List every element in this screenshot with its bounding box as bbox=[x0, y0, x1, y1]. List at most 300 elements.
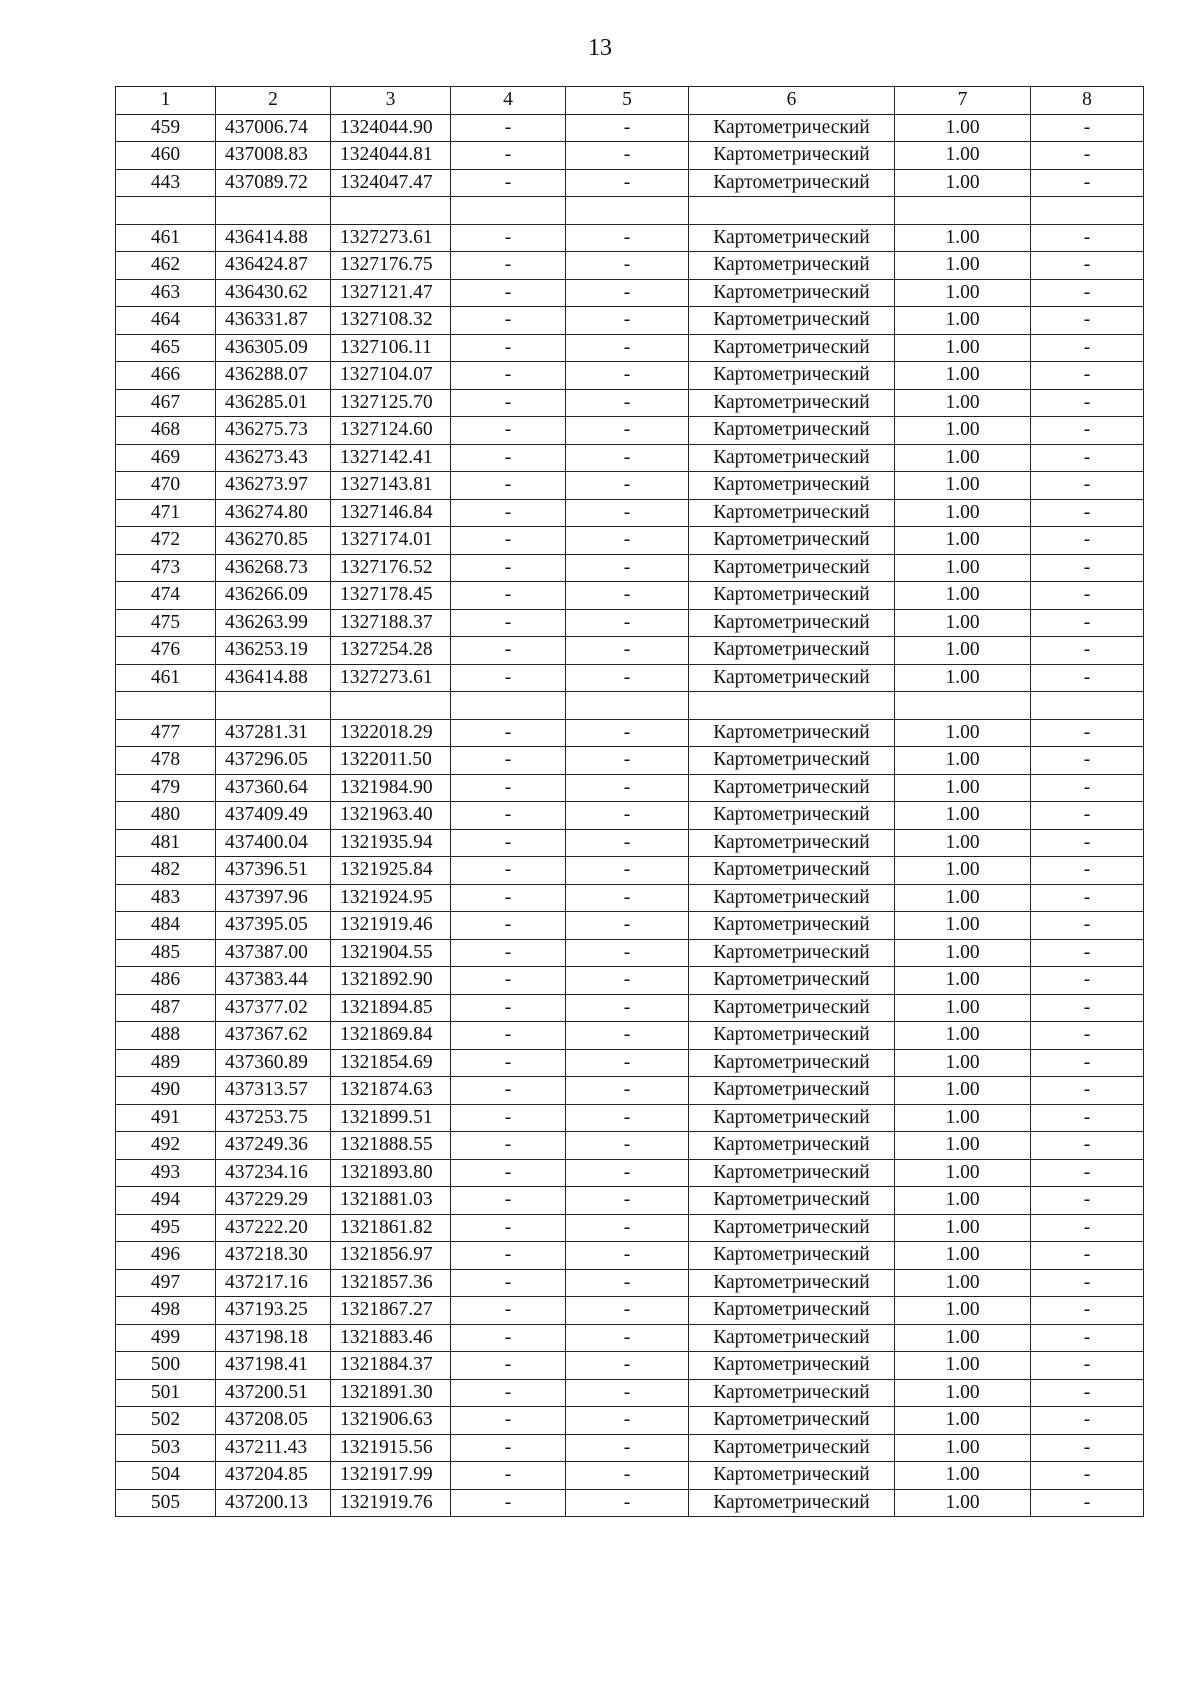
method-cell: Картометрический bbox=[689, 1049, 895, 1077]
column-5-cell: - bbox=[566, 252, 689, 280]
accuracy-cell: 1.00 bbox=[895, 499, 1031, 527]
x-coordinate-cell: 437253.75 bbox=[216, 1104, 331, 1132]
point-number-cell: 479 bbox=[116, 774, 216, 802]
column-8-cell: - bbox=[1031, 774, 1144, 802]
column-5-cell: - bbox=[566, 857, 689, 885]
x-coordinate-cell: 436424.87 bbox=[216, 252, 331, 280]
column-8-cell: - bbox=[1031, 1049, 1144, 1077]
accuracy-cell: 1.00 bbox=[895, 1407, 1031, 1435]
method-cell: Картометрический bbox=[689, 334, 895, 362]
column-4-cell: - bbox=[451, 1159, 566, 1187]
column-8-cell: - bbox=[1031, 1297, 1144, 1325]
column-5-cell: - bbox=[566, 1269, 689, 1297]
method-cell: Картометрический bbox=[689, 252, 895, 280]
accuracy-cell: 1.00 bbox=[895, 1132, 1031, 1160]
accuracy-cell: 1.00 bbox=[895, 857, 1031, 885]
method-cell: Картометрический bbox=[689, 1352, 895, 1380]
accuracy-cell: 1.00 bbox=[895, 637, 1031, 665]
y-coordinate-cell: 1321919.76 bbox=[331, 1489, 451, 1517]
table-row bbox=[116, 252, 1144, 280]
column-4-cell: - bbox=[451, 719, 566, 747]
method-cell bbox=[689, 197, 895, 225]
column-4-cell: - bbox=[451, 1434, 566, 1462]
y-coordinate-cell: 1322011.50 bbox=[331, 747, 451, 775]
y-coordinate-cell: 1327146.84 bbox=[331, 499, 451, 527]
y-coordinate-cell: 1322018.29 bbox=[331, 719, 451, 747]
column-header: 1 bbox=[116, 87, 216, 115]
column-8-cell: - bbox=[1031, 1022, 1144, 1050]
method-cell: Картометрический bbox=[689, 719, 895, 747]
column-5-cell: - bbox=[566, 1104, 689, 1132]
x-coordinate-cell: 436288.07 bbox=[216, 362, 331, 390]
column-4-cell: - bbox=[451, 1462, 566, 1490]
x-coordinate-cell: 437396.51 bbox=[216, 857, 331, 885]
x-coordinate-cell: 437387.00 bbox=[216, 939, 331, 967]
method-cell: Картометрический bbox=[689, 1379, 895, 1407]
column-8-cell: - bbox=[1031, 1159, 1144, 1187]
x-coordinate-cell: 436275.73 bbox=[216, 417, 331, 445]
x-coordinate-cell: 436270.85 bbox=[216, 527, 331, 555]
point-number-cell: 470 bbox=[116, 472, 216, 500]
y-coordinate-cell: 1324044.90 bbox=[331, 114, 451, 142]
separator-row bbox=[116, 692, 1144, 720]
y-coordinate-cell: 1321915.56 bbox=[331, 1434, 451, 1462]
point-number-cell: 461 bbox=[116, 224, 216, 252]
method-cell: Картометрический bbox=[689, 912, 895, 940]
table-row bbox=[116, 1242, 1144, 1270]
point-number-cell: 471 bbox=[116, 499, 216, 527]
column-8-cell: - bbox=[1031, 307, 1144, 335]
method-cell: Картометрический bbox=[689, 444, 895, 472]
table-row bbox=[116, 1049, 1144, 1077]
method-cell: Картометрический bbox=[689, 1242, 895, 1270]
point-number-cell: 480 bbox=[116, 802, 216, 830]
point-number-cell: 460 bbox=[116, 142, 216, 170]
column-5-cell: - bbox=[566, 967, 689, 995]
x-coordinate-cell: 437222.20 bbox=[216, 1214, 331, 1242]
table-header-row bbox=[116, 87, 1144, 115]
column-4-cell: - bbox=[451, 857, 566, 885]
table-row bbox=[116, 747, 1144, 775]
y-coordinate-cell: 1321861.82 bbox=[331, 1214, 451, 1242]
column-5-cell: - bbox=[566, 1352, 689, 1380]
point-number-cell: 459 bbox=[116, 114, 216, 142]
column-header: 3 bbox=[331, 87, 451, 115]
accuracy-cell: 1.00 bbox=[895, 362, 1031, 390]
accuracy-cell: 1.00 bbox=[895, 609, 1031, 637]
column-5-cell: - bbox=[566, 774, 689, 802]
y-coordinate-cell: 1327188.37 bbox=[331, 609, 451, 637]
column-8-cell: - bbox=[1031, 114, 1144, 142]
x-coordinate-cell: 437193.25 bbox=[216, 1297, 331, 1325]
accuracy-cell: 1.00 bbox=[895, 1077, 1031, 1105]
point-number-cell bbox=[116, 692, 216, 720]
method-cell: Картометрический bbox=[689, 362, 895, 390]
point-number-cell: 491 bbox=[116, 1104, 216, 1132]
x-coordinate-cell: 437296.05 bbox=[216, 747, 331, 775]
column-8-cell: - bbox=[1031, 1379, 1144, 1407]
method-cell: Картометрический bbox=[689, 829, 895, 857]
column-8-cell: - bbox=[1031, 554, 1144, 582]
column-8-cell: - bbox=[1031, 664, 1144, 692]
table-row bbox=[116, 1379, 1144, 1407]
column-8-cell: - bbox=[1031, 1269, 1144, 1297]
column-8-cell: - bbox=[1031, 1104, 1144, 1132]
table-row bbox=[116, 527, 1144, 555]
point-number-cell: 469 bbox=[116, 444, 216, 472]
table-row bbox=[116, 1434, 1144, 1462]
point-number-cell: 489 bbox=[116, 1049, 216, 1077]
column-5-cell: - bbox=[566, 1187, 689, 1215]
table-row bbox=[116, 1462, 1144, 1490]
y-coordinate-cell: 1321869.84 bbox=[331, 1022, 451, 1050]
column-8-cell: - bbox=[1031, 994, 1144, 1022]
column-8-cell: - bbox=[1031, 444, 1144, 472]
method-cell: Картометрический bbox=[689, 417, 895, 445]
table-row bbox=[116, 967, 1144, 995]
point-number-cell: 482 bbox=[116, 857, 216, 885]
method-cell: Картометрический bbox=[689, 747, 895, 775]
y-coordinate-cell: 1327108.32 bbox=[331, 307, 451, 335]
column-4-cell: - bbox=[451, 252, 566, 280]
column-4-cell: - bbox=[451, 1077, 566, 1105]
column-4-cell: - bbox=[451, 1324, 566, 1352]
table-row bbox=[116, 114, 1144, 142]
method-cell: Картометрический bbox=[689, 1269, 895, 1297]
column-4-cell: - bbox=[451, 802, 566, 830]
column-8-cell: - bbox=[1031, 142, 1144, 170]
x-coordinate-cell: 437198.41 bbox=[216, 1352, 331, 1380]
point-number-cell: 468 bbox=[116, 417, 216, 445]
table-row bbox=[116, 939, 1144, 967]
point-number-cell: 500 bbox=[116, 1352, 216, 1380]
column-4-cell: - bbox=[451, 1379, 566, 1407]
column-8-cell: - bbox=[1031, 417, 1144, 445]
table-row bbox=[116, 279, 1144, 307]
column-8-cell: - bbox=[1031, 829, 1144, 857]
table-row bbox=[116, 994, 1144, 1022]
method-cell: Картометрический bbox=[689, 169, 895, 197]
x-coordinate-cell: 437217.16 bbox=[216, 1269, 331, 1297]
point-number-cell: 475 bbox=[116, 609, 216, 637]
accuracy-cell: 1.00 bbox=[895, 774, 1031, 802]
point-number-cell: 488 bbox=[116, 1022, 216, 1050]
column-5-cell: - bbox=[566, 802, 689, 830]
point-number-cell: 464 bbox=[116, 307, 216, 335]
method-cell: Картометрический bbox=[689, 664, 895, 692]
column-5-cell: - bbox=[566, 829, 689, 857]
y-coordinate-cell bbox=[331, 197, 451, 225]
point-number-cell: 496 bbox=[116, 1242, 216, 1270]
column-4-cell: - bbox=[451, 1297, 566, 1325]
column-8-cell: - bbox=[1031, 389, 1144, 417]
point-number-cell: 487 bbox=[116, 994, 216, 1022]
method-cell: Картометрический bbox=[689, 472, 895, 500]
column-5-cell: - bbox=[566, 169, 689, 197]
column-5-cell: - bbox=[566, 582, 689, 610]
x-coordinate-cell: 437211.43 bbox=[216, 1434, 331, 1462]
column-5-cell: - bbox=[566, 664, 689, 692]
y-coordinate-cell: 1327142.41 bbox=[331, 444, 451, 472]
point-number-cell: 473 bbox=[116, 554, 216, 582]
y-coordinate-cell: 1327273.61 bbox=[331, 664, 451, 692]
point-number-cell: 474 bbox=[116, 582, 216, 610]
column-5-cell: - bbox=[566, 747, 689, 775]
column-4-cell: - bbox=[451, 967, 566, 995]
accuracy-cell: 1.00 bbox=[895, 417, 1031, 445]
column-4-cell: - bbox=[451, 1214, 566, 1242]
column-8-cell: - bbox=[1031, 1434, 1144, 1462]
table-row bbox=[116, 802, 1144, 830]
column-4-cell: - bbox=[451, 1489, 566, 1517]
column-8-cell: - bbox=[1031, 224, 1144, 252]
column-4-cell: - bbox=[451, 224, 566, 252]
point-number-cell: 494 bbox=[116, 1187, 216, 1215]
x-coordinate-cell: 436414.88 bbox=[216, 224, 331, 252]
column-8-cell: - bbox=[1031, 169, 1144, 197]
y-coordinate-cell: 1327106.11 bbox=[331, 334, 451, 362]
x-coordinate-cell: 436273.97 bbox=[216, 472, 331, 500]
table-row bbox=[116, 472, 1144, 500]
method-cell: Картометрический bbox=[689, 857, 895, 885]
y-coordinate-cell: 1321919.46 bbox=[331, 912, 451, 940]
x-coordinate-cell: 437400.04 bbox=[216, 829, 331, 857]
coordinates-table bbox=[115, 86, 1144, 1517]
table-row bbox=[116, 142, 1144, 170]
column-4-cell: - bbox=[451, 1049, 566, 1077]
column-4-cell: - bbox=[451, 912, 566, 940]
x-coordinate-cell: 436331.87 bbox=[216, 307, 331, 335]
column-4-cell: - bbox=[451, 142, 566, 170]
accuracy-cell bbox=[895, 197, 1031, 225]
column-5-cell: - bbox=[566, 334, 689, 362]
method-cell: Картометрический bbox=[689, 609, 895, 637]
x-coordinate-cell: 436253.19 bbox=[216, 637, 331, 665]
accuracy-cell: 1.00 bbox=[895, 279, 1031, 307]
accuracy-cell: 1.00 bbox=[895, 1187, 1031, 1215]
accuracy-cell: 1.00 bbox=[895, 1324, 1031, 1352]
column-4-cell: - bbox=[451, 444, 566, 472]
column-4-cell: - bbox=[451, 582, 566, 610]
y-coordinate-cell: 1327254.28 bbox=[331, 637, 451, 665]
y-coordinate-cell: 1321892.90 bbox=[331, 967, 451, 995]
column-5-cell: - bbox=[566, 142, 689, 170]
point-number-cell: 476 bbox=[116, 637, 216, 665]
x-coordinate-cell: 436285.01 bbox=[216, 389, 331, 417]
point-number-cell: 486 bbox=[116, 967, 216, 995]
x-coordinate-cell: 437208.05 bbox=[216, 1407, 331, 1435]
table-body bbox=[116, 87, 1144, 1517]
column-4-cell: - bbox=[451, 554, 566, 582]
column-4-cell: - bbox=[451, 169, 566, 197]
y-coordinate-cell: 1327121.47 bbox=[331, 279, 451, 307]
column-5-cell: - bbox=[566, 1049, 689, 1077]
method-cell: Картометрический bbox=[689, 1489, 895, 1517]
y-coordinate-cell: 1321854.69 bbox=[331, 1049, 451, 1077]
column-8-cell: - bbox=[1031, 527, 1144, 555]
method-cell: Картометрический bbox=[689, 1132, 895, 1160]
y-coordinate-cell: 1321963.40 bbox=[331, 802, 451, 830]
column-5-cell: - bbox=[566, 1379, 689, 1407]
column-4-cell: - bbox=[451, 417, 566, 445]
point-number-cell: 505 bbox=[116, 1489, 216, 1517]
column-5-cell: - bbox=[566, 389, 689, 417]
column-5-cell: - bbox=[566, 307, 689, 335]
y-coordinate-cell: 1321874.63 bbox=[331, 1077, 451, 1105]
table-row bbox=[116, 1352, 1144, 1380]
x-coordinate-cell: 436273.43 bbox=[216, 444, 331, 472]
x-coordinate-cell: 436266.09 bbox=[216, 582, 331, 610]
table-row bbox=[116, 1022, 1144, 1050]
y-coordinate-cell: 1327125.70 bbox=[331, 389, 451, 417]
y-coordinate-cell: 1321894.85 bbox=[331, 994, 451, 1022]
column-4-cell: - bbox=[451, 1187, 566, 1215]
column-4-cell: - bbox=[451, 1242, 566, 1270]
accuracy-cell: 1.00 bbox=[895, 1462, 1031, 1490]
y-coordinate-cell: 1324047.47 bbox=[331, 169, 451, 197]
column-8-cell: - bbox=[1031, 884, 1144, 912]
accuracy-cell: 1.00 bbox=[895, 444, 1031, 472]
point-number-cell: 501 bbox=[116, 1379, 216, 1407]
column-4-cell: - bbox=[451, 389, 566, 417]
y-coordinate-cell: 1327104.07 bbox=[331, 362, 451, 390]
y-coordinate-cell: 1321884.37 bbox=[331, 1352, 451, 1380]
y-coordinate-cell: 1321857.36 bbox=[331, 1269, 451, 1297]
point-number-cell: 484 bbox=[116, 912, 216, 940]
column-4-cell: - bbox=[451, 1022, 566, 1050]
column-5-cell: - bbox=[566, 224, 689, 252]
x-coordinate-cell: 437360.64 bbox=[216, 774, 331, 802]
column-5-cell: - bbox=[566, 1242, 689, 1270]
accuracy-cell: 1.00 bbox=[895, 994, 1031, 1022]
column-4-cell bbox=[451, 692, 566, 720]
x-coordinate-cell: 437249.36 bbox=[216, 1132, 331, 1160]
y-coordinate-cell: 1321904.55 bbox=[331, 939, 451, 967]
accuracy-cell: 1.00 bbox=[895, 527, 1031, 555]
table-row bbox=[116, 829, 1144, 857]
column-5-cell: - bbox=[566, 609, 689, 637]
accuracy-cell: 1.00 bbox=[895, 142, 1031, 170]
y-coordinate-cell: 1321856.97 bbox=[331, 1242, 451, 1270]
column-4-cell: - bbox=[451, 527, 566, 555]
table-row bbox=[116, 444, 1144, 472]
x-coordinate-cell: 437200.13 bbox=[216, 1489, 331, 1517]
column-5-cell: - bbox=[566, 637, 689, 665]
y-coordinate-cell: 1321888.55 bbox=[331, 1132, 451, 1160]
column-8-cell: - bbox=[1031, 719, 1144, 747]
table-row bbox=[116, 1214, 1144, 1242]
column-5-cell: - bbox=[566, 472, 689, 500]
accuracy-cell: 1.00 bbox=[895, 1049, 1031, 1077]
y-coordinate-cell: 1321925.84 bbox=[331, 857, 451, 885]
accuracy-cell: 1.00 bbox=[895, 802, 1031, 830]
column-4-cell: - bbox=[451, 1132, 566, 1160]
x-coordinate-cell: 437281.31 bbox=[216, 719, 331, 747]
point-number-cell: 477 bbox=[116, 719, 216, 747]
x-coordinate-cell bbox=[216, 692, 331, 720]
accuracy-cell: 1.00 bbox=[895, 912, 1031, 940]
column-8-cell bbox=[1031, 197, 1144, 225]
accuracy-cell: 1.00 bbox=[895, 1434, 1031, 1462]
table-row bbox=[116, 224, 1144, 252]
column-header: 2 bbox=[216, 87, 331, 115]
table-row bbox=[116, 1077, 1144, 1105]
column-5-cell: - bbox=[566, 1434, 689, 1462]
table-row bbox=[116, 1187, 1144, 1215]
column-header: 6 bbox=[689, 87, 895, 115]
method-cell: Картометрический bbox=[689, 582, 895, 610]
column-4-cell: - bbox=[451, 334, 566, 362]
column-4-cell: - bbox=[451, 1407, 566, 1435]
method-cell: Картометрический bbox=[689, 1434, 895, 1462]
method-cell: Картометрический bbox=[689, 1324, 895, 1352]
table-row bbox=[116, 362, 1144, 390]
accuracy-cell: 1.00 bbox=[895, 1489, 1031, 1517]
column-4-cell bbox=[451, 197, 566, 225]
column-8-cell: - bbox=[1031, 1187, 1144, 1215]
accuracy-cell: 1.00 bbox=[895, 939, 1031, 967]
y-coordinate-cell: 1321883.46 bbox=[331, 1324, 451, 1352]
method-cell: Картометрический bbox=[689, 142, 895, 170]
separator-row bbox=[116, 197, 1144, 225]
column-8-cell: - bbox=[1031, 939, 1144, 967]
table-row bbox=[116, 334, 1144, 362]
x-coordinate-cell: 437313.57 bbox=[216, 1077, 331, 1105]
method-cell: Картометрический bbox=[689, 499, 895, 527]
column-8-cell: - bbox=[1031, 472, 1144, 500]
method-cell: Картометрический bbox=[689, 774, 895, 802]
table-row bbox=[116, 637, 1144, 665]
method-cell: Картометрический bbox=[689, 1462, 895, 1490]
accuracy-cell: 1.00 bbox=[895, 582, 1031, 610]
column-8-cell: - bbox=[1031, 802, 1144, 830]
accuracy-cell: 1.00 bbox=[895, 1214, 1031, 1242]
x-coordinate-cell: 436430.62 bbox=[216, 279, 331, 307]
column-8-cell: - bbox=[1031, 1324, 1144, 1352]
table-row bbox=[116, 307, 1144, 335]
table-row bbox=[116, 582, 1144, 610]
accuracy-cell: 1.00 bbox=[895, 884, 1031, 912]
method-cell: Картометрический bbox=[689, 1214, 895, 1242]
column-8-cell: - bbox=[1031, 334, 1144, 362]
point-number-cell: 493 bbox=[116, 1159, 216, 1187]
point-number-cell: 495 bbox=[116, 1214, 216, 1242]
y-coordinate-cell: 1324044.81 bbox=[331, 142, 451, 170]
y-coordinate-cell: 1327174.01 bbox=[331, 527, 451, 555]
table-row bbox=[116, 1297, 1144, 1325]
y-coordinate-cell: 1327178.45 bbox=[331, 582, 451, 610]
column-8-cell: - bbox=[1031, 499, 1144, 527]
method-cell: Картометрический bbox=[689, 307, 895, 335]
column-5-cell: - bbox=[566, 444, 689, 472]
point-number-cell: 504 bbox=[116, 1462, 216, 1490]
accuracy-cell: 1.00 bbox=[895, 664, 1031, 692]
method-cell: Картометрический bbox=[689, 1297, 895, 1325]
column-header: 7 bbox=[895, 87, 1031, 115]
point-number-cell: 497 bbox=[116, 1269, 216, 1297]
method-cell: Картометрический bbox=[689, 994, 895, 1022]
column-5-cell: - bbox=[566, 994, 689, 1022]
method-cell: Картометрический bbox=[689, 1187, 895, 1215]
table-row bbox=[116, 912, 1144, 940]
accuracy-cell: 1.00 bbox=[895, 1104, 1031, 1132]
column-4-cell: - bbox=[451, 609, 566, 637]
table-row bbox=[116, 1132, 1144, 1160]
table-row bbox=[116, 1159, 1144, 1187]
accuracy-cell: 1.00 bbox=[895, 472, 1031, 500]
column-5-cell: - bbox=[566, 1022, 689, 1050]
x-coordinate-cell: 436263.99 bbox=[216, 609, 331, 637]
